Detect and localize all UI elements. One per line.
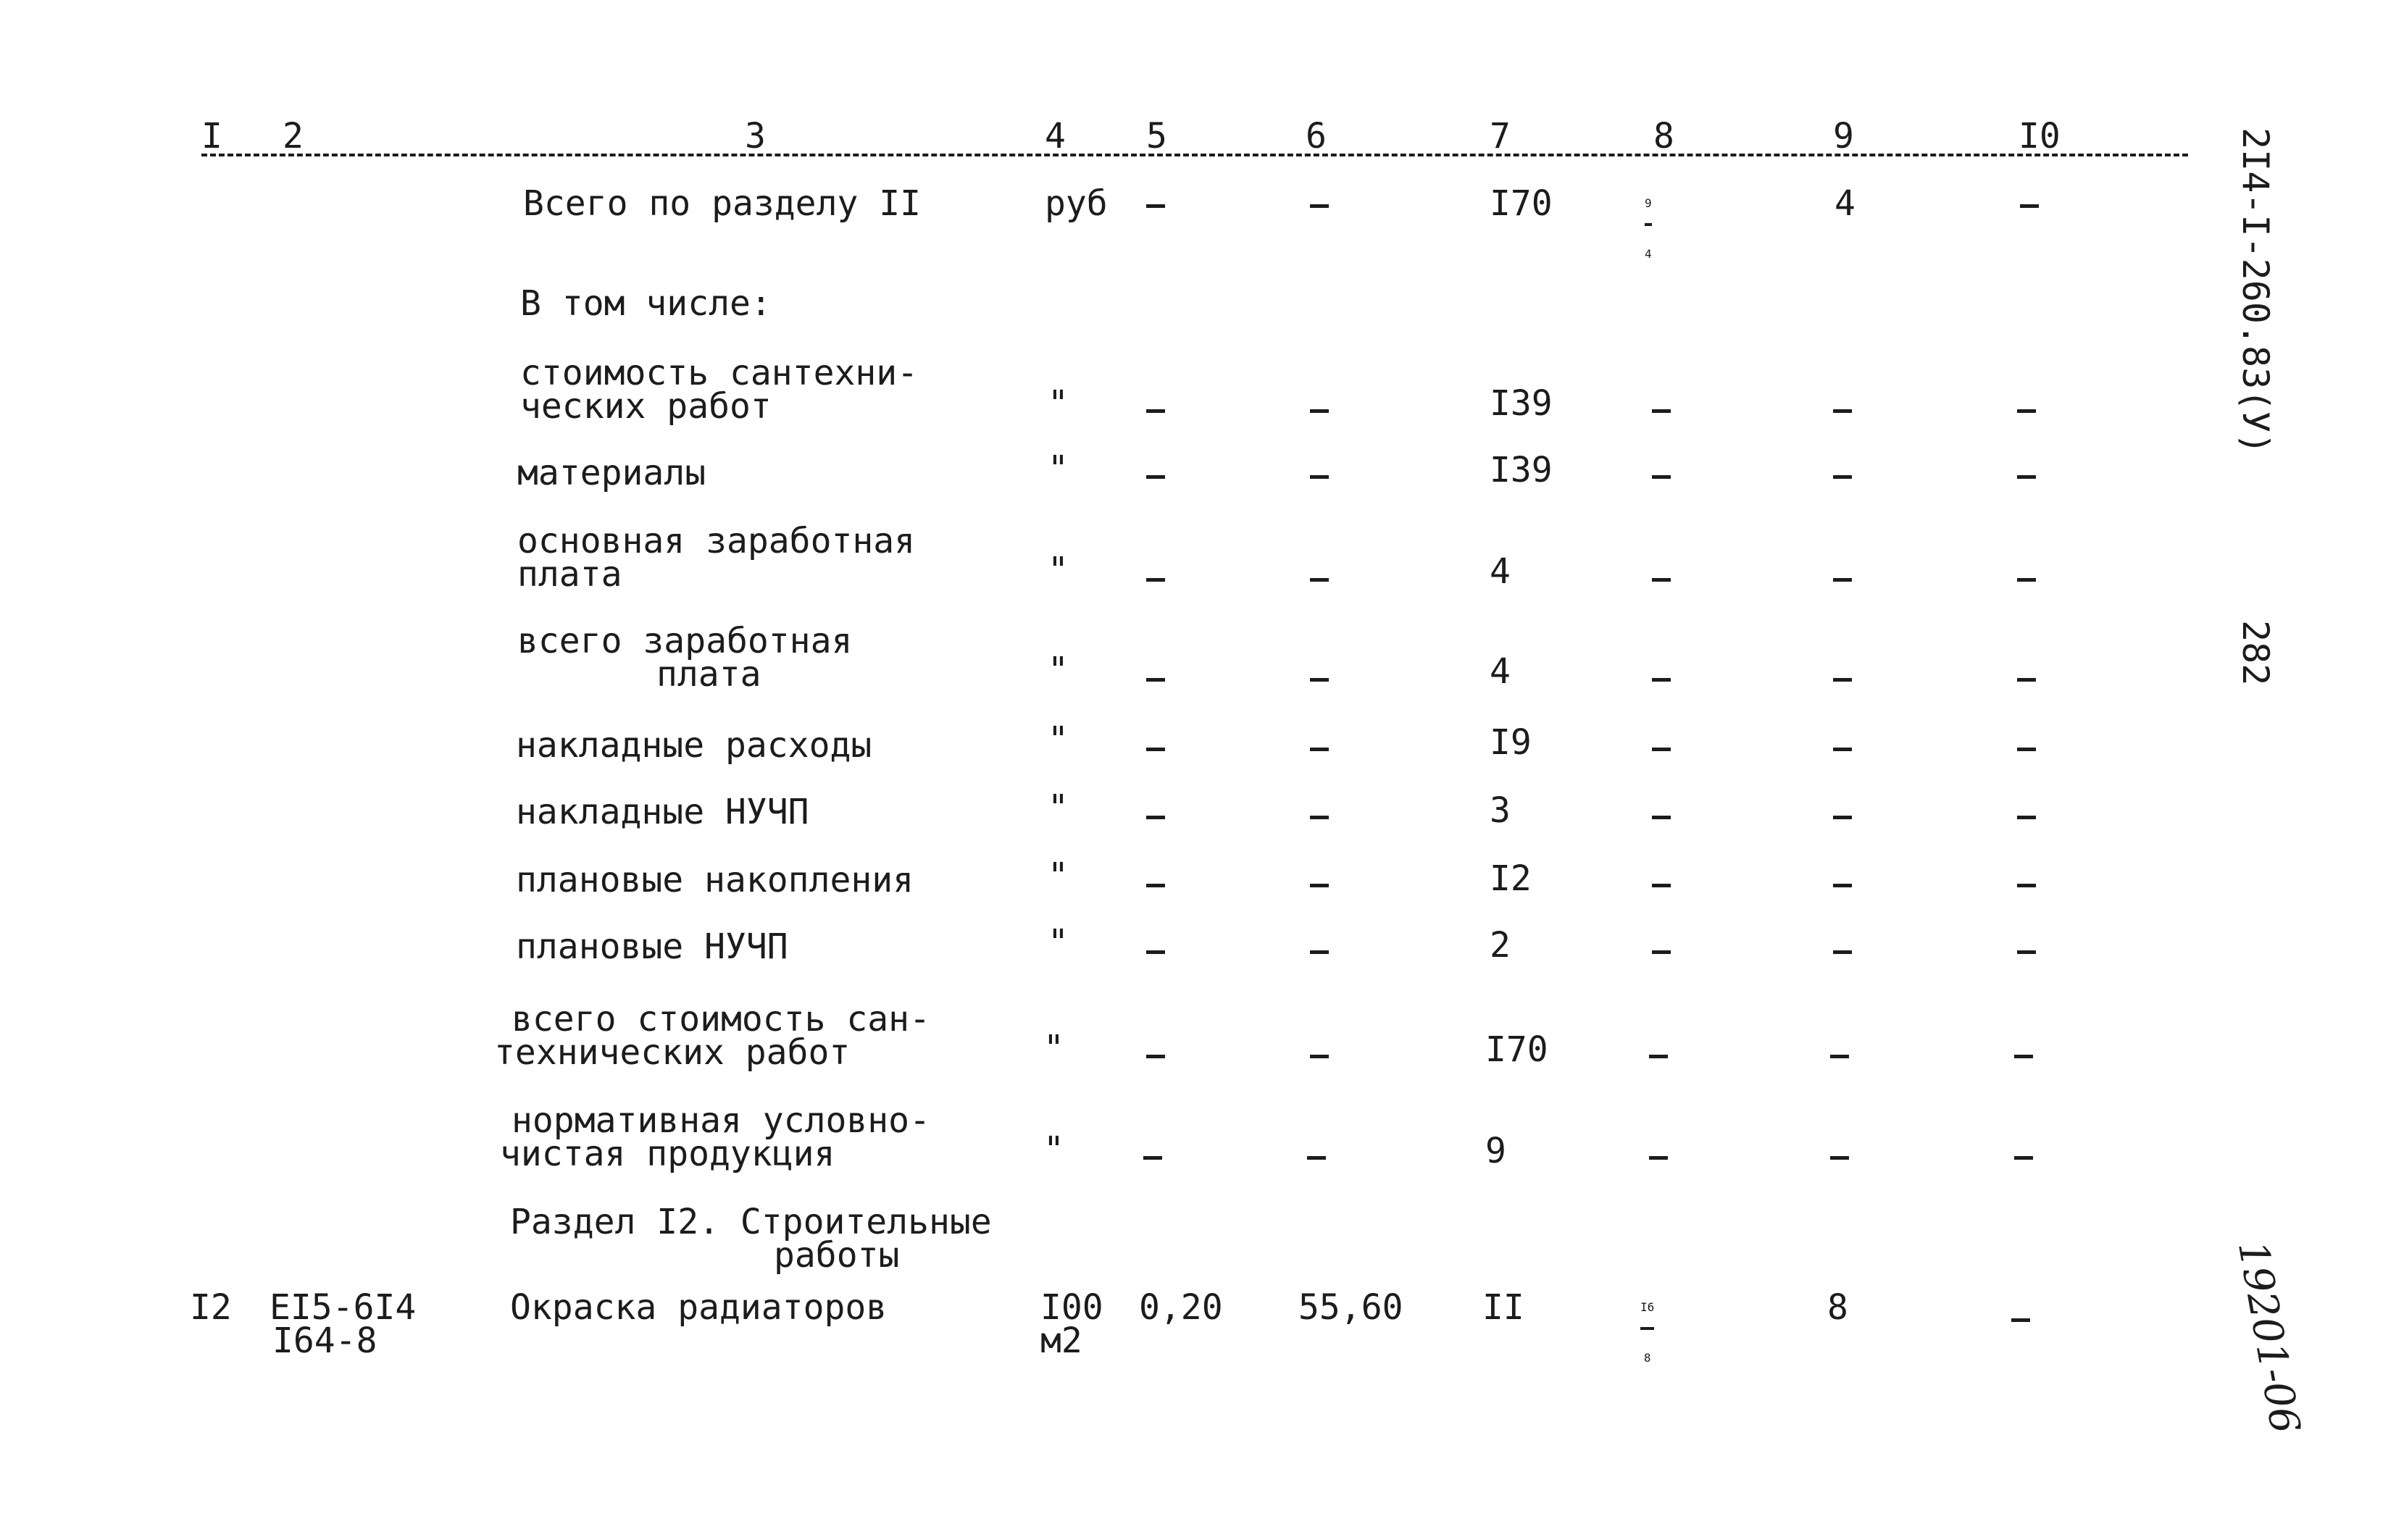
column-header-4: 4 xyxy=(1045,116,1066,156)
dash-mark xyxy=(1310,950,1329,954)
dash-mark xyxy=(1310,884,1329,887)
dash-mark xyxy=(2017,678,2036,682)
dash-mark xyxy=(1833,578,1852,582)
col5-cell xyxy=(1146,458,1165,491)
dash-mark xyxy=(1652,748,1671,751)
dash-mark xyxy=(1310,578,1329,582)
dash-mark xyxy=(1833,409,1852,413)
column-header-7: 7 xyxy=(1490,116,1511,156)
dash-mark xyxy=(1652,475,1671,479)
dash-mark xyxy=(2017,475,2036,479)
row-label: Окраска радиаторов xyxy=(510,1287,888,1328)
col6-cell xyxy=(1310,933,1329,966)
dash-mark xyxy=(1146,475,1165,479)
dash-mark xyxy=(1833,884,1852,887)
col8-cell xyxy=(1652,458,1671,491)
fraction-denominator: 8 xyxy=(1643,1351,1651,1365)
section-heading: работы xyxy=(774,1235,900,1276)
dash-mark xyxy=(1146,409,1165,413)
col5-cell xyxy=(1143,1139,1162,1172)
unit-cell: " xyxy=(1048,383,1069,424)
col7-cell: II xyxy=(1482,1287,1524,1328)
col10-cell xyxy=(2011,1301,2030,1334)
dash-mark xyxy=(1833,678,1852,682)
col5-cell xyxy=(1146,1037,1165,1071)
col7-cell: 4 xyxy=(1490,551,1511,592)
dash-mark xyxy=(1146,816,1165,819)
code-cell: I64-8 xyxy=(272,1321,377,1361)
col9-cell xyxy=(1833,866,1852,900)
dash-mark xyxy=(1649,1156,1668,1160)
dash-mark xyxy=(1830,1055,1849,1058)
unit-cell: " xyxy=(1048,650,1069,690)
col9-cell xyxy=(1833,933,1852,966)
row-label: всего заработная xyxy=(517,621,853,661)
dash-mark xyxy=(1649,1055,1668,1058)
col9-cell xyxy=(1830,1037,1849,1071)
col6-cell xyxy=(1310,730,1329,763)
row-label: плата xyxy=(517,554,622,595)
document-code-vertical: 2I4-I-260.83(У) xyxy=(2234,127,2276,455)
col10-cell xyxy=(2017,458,2036,491)
col7-cell: I39 xyxy=(1490,450,1553,490)
dash-mark xyxy=(2017,816,2036,819)
unit-cell: " xyxy=(1048,448,1069,489)
dash-mark xyxy=(1652,578,1671,582)
dash-mark xyxy=(1652,816,1671,819)
col10-cell xyxy=(2017,730,2036,763)
dash-mark xyxy=(1143,1156,1162,1160)
col7-cell: I70 xyxy=(1485,1029,1548,1070)
col9-cell xyxy=(1833,392,1852,425)
column-header-5: 5 xyxy=(1146,116,1167,156)
dash-mark xyxy=(2017,884,2036,887)
dash-mark xyxy=(1146,678,1165,682)
col6-cell xyxy=(1310,392,1329,425)
col6-cell: 55,60 xyxy=(1298,1287,1403,1328)
fraction-numerator: I6 xyxy=(1640,1291,1654,1330)
col8-fraction xyxy=(1640,1291,1654,1375)
unit-cell: " xyxy=(1048,550,1069,590)
dash-mark xyxy=(1310,475,1329,479)
row-label: плановые накопления xyxy=(516,860,914,900)
unit-cell: " xyxy=(1048,922,1069,963)
dash-mark xyxy=(1833,816,1852,819)
dash-mark xyxy=(1146,950,1165,954)
row-label: чистая продукция xyxy=(500,1134,835,1174)
dash-mark xyxy=(1652,950,1671,954)
handwritten-number-vertical: 19201-06 xyxy=(2228,1237,2309,1437)
col9-cell xyxy=(1833,561,1852,594)
unit-cell: " xyxy=(1043,1028,1064,1068)
col10-cell xyxy=(2017,866,2036,900)
column-header-8: 8 xyxy=(1653,116,1674,156)
dash-mark xyxy=(1146,884,1165,887)
col8-cell xyxy=(1652,561,1671,594)
dash-mark xyxy=(1307,1156,1326,1160)
dash-mark xyxy=(1652,409,1671,413)
col7-cell: 9 xyxy=(1485,1131,1506,1171)
row-number: I2 xyxy=(190,1287,232,1328)
col8-cell xyxy=(1652,866,1671,900)
row-label: основная заработная xyxy=(517,521,916,561)
col7-cell: 3 xyxy=(1490,790,1511,831)
col8-cell xyxy=(1652,730,1671,763)
col10-cell xyxy=(2020,187,2039,220)
unit-cell: м2 xyxy=(1040,1321,1082,1361)
dash-mark xyxy=(2017,409,2036,413)
unit-cell: " xyxy=(1048,719,1069,760)
dash-mark xyxy=(1833,950,1852,954)
row-label: плата xyxy=(656,654,761,695)
col5-cell xyxy=(1146,798,1165,832)
col7-cell: 2 xyxy=(1490,925,1511,966)
dash-mark xyxy=(1833,748,1852,751)
col10-cell xyxy=(2017,933,2036,966)
dash-mark xyxy=(1652,884,1671,887)
col5-cell xyxy=(1146,187,1165,220)
col6-cell xyxy=(1310,187,1329,220)
column-header-1: I xyxy=(201,116,222,156)
dash-mark xyxy=(1146,204,1165,208)
dash-mark xyxy=(2017,748,2036,751)
col6-cell xyxy=(1310,1037,1329,1071)
col5-cell xyxy=(1146,730,1165,763)
dash-mark xyxy=(2017,950,2036,954)
col8-cell xyxy=(1652,392,1671,425)
col9-cell: 8 xyxy=(1827,1287,1848,1328)
col6-cell xyxy=(1310,661,1329,694)
dash-mark xyxy=(1146,748,1165,751)
col5-cell xyxy=(1146,661,1165,694)
column-header-10: I0 xyxy=(2019,116,2061,156)
row-label: технических работ xyxy=(494,1032,851,1073)
column-header-3: 3 xyxy=(745,116,766,156)
col10-cell xyxy=(2014,1139,2033,1172)
row-label: Всего по разделу II xyxy=(523,183,922,224)
row-label: ческих работ xyxy=(520,386,772,427)
row-label: накладные НУЧП xyxy=(516,792,809,832)
column-header-6: 6 xyxy=(1306,116,1327,156)
row-label: плановые НУЧП xyxy=(516,926,788,967)
page-number-vertical: 282 xyxy=(2234,620,2276,686)
col6-cell xyxy=(1310,561,1329,594)
dash-mark xyxy=(2014,1156,2033,1160)
col10-cell xyxy=(2014,1037,2033,1071)
col6-cell xyxy=(1310,798,1329,832)
fraction-numerator: 9 xyxy=(1645,187,1652,226)
dash-mark xyxy=(1652,678,1671,682)
dash-mark xyxy=(1310,816,1329,819)
dash-mark xyxy=(1146,1055,1165,1058)
dash-mark xyxy=(1830,1156,1849,1160)
col8-cell xyxy=(1652,798,1671,832)
dash-mark xyxy=(1833,475,1852,479)
unit-cell: руб xyxy=(1045,183,1108,224)
dash-mark xyxy=(1310,678,1329,682)
col7-cell: I2 xyxy=(1490,858,1532,899)
col9-cell xyxy=(1833,798,1852,832)
col8-cell xyxy=(1652,933,1671,966)
dash-mark xyxy=(1310,409,1329,413)
row-label: материалы xyxy=(517,453,706,493)
col5-cell xyxy=(1146,933,1165,966)
row-label: стоимость сантехни- xyxy=(520,353,919,393)
unit-cell: " xyxy=(1048,787,1069,828)
dash-mark xyxy=(1310,1055,1329,1058)
col7-cell: 4 xyxy=(1490,651,1511,692)
col9-cell xyxy=(1833,730,1852,763)
header-dashed-rule xyxy=(201,154,2188,156)
col10-cell xyxy=(2017,661,2036,694)
dash-mark xyxy=(2020,204,2039,208)
col8-cell xyxy=(1649,1139,1668,1172)
col10-cell xyxy=(2017,392,2036,425)
col9-cell: 4 xyxy=(1834,183,1856,224)
col9-cell xyxy=(1833,458,1852,491)
col9-cell xyxy=(1833,661,1852,694)
col8-fraction xyxy=(1645,187,1652,271)
row-label: накладные расходы xyxy=(516,725,872,766)
row-label: нормативная условно- xyxy=(512,1100,930,1141)
code-cell: EI5-6I4 xyxy=(270,1287,417,1328)
dash-mark xyxy=(2017,578,2036,582)
col10-cell xyxy=(2017,561,2036,594)
column-header-2: 2 xyxy=(283,116,304,156)
col8-cell xyxy=(1649,1037,1668,1071)
unit-cell: " xyxy=(1048,855,1069,896)
dash-mark xyxy=(1146,578,1165,582)
row-label: всего стоимость сан- xyxy=(512,999,930,1039)
col8-cell xyxy=(1652,661,1671,694)
col7-cell: I9 xyxy=(1490,722,1532,763)
dash-mark xyxy=(2014,1055,2033,1058)
col9-cell xyxy=(1830,1139,1849,1172)
row-label: В том числе: xyxy=(520,283,772,324)
col5-cell xyxy=(1146,561,1165,594)
col5-cell xyxy=(1146,392,1165,425)
dash-mark xyxy=(1310,748,1329,751)
dash-mark xyxy=(2011,1318,2030,1322)
col7-cell: I70 xyxy=(1490,183,1553,224)
fraction-denominator: 4 xyxy=(1645,247,1652,261)
col10-cell xyxy=(2017,798,2036,832)
column-header-9: 9 xyxy=(1833,116,1854,156)
col6-cell xyxy=(1310,458,1329,491)
col6-cell xyxy=(1307,1139,1326,1172)
col6-cell xyxy=(1310,866,1329,900)
section-heading: Раздел I2. Строительные xyxy=(510,1202,992,1242)
col7-cell: I39 xyxy=(1490,383,1553,424)
dash-mark xyxy=(1310,204,1329,208)
col5-cell: 0,20 xyxy=(1139,1287,1223,1328)
unit-cell: I00 xyxy=(1040,1287,1103,1328)
col5-cell xyxy=(1146,866,1165,900)
unit-cell: " xyxy=(1043,1129,1064,1170)
